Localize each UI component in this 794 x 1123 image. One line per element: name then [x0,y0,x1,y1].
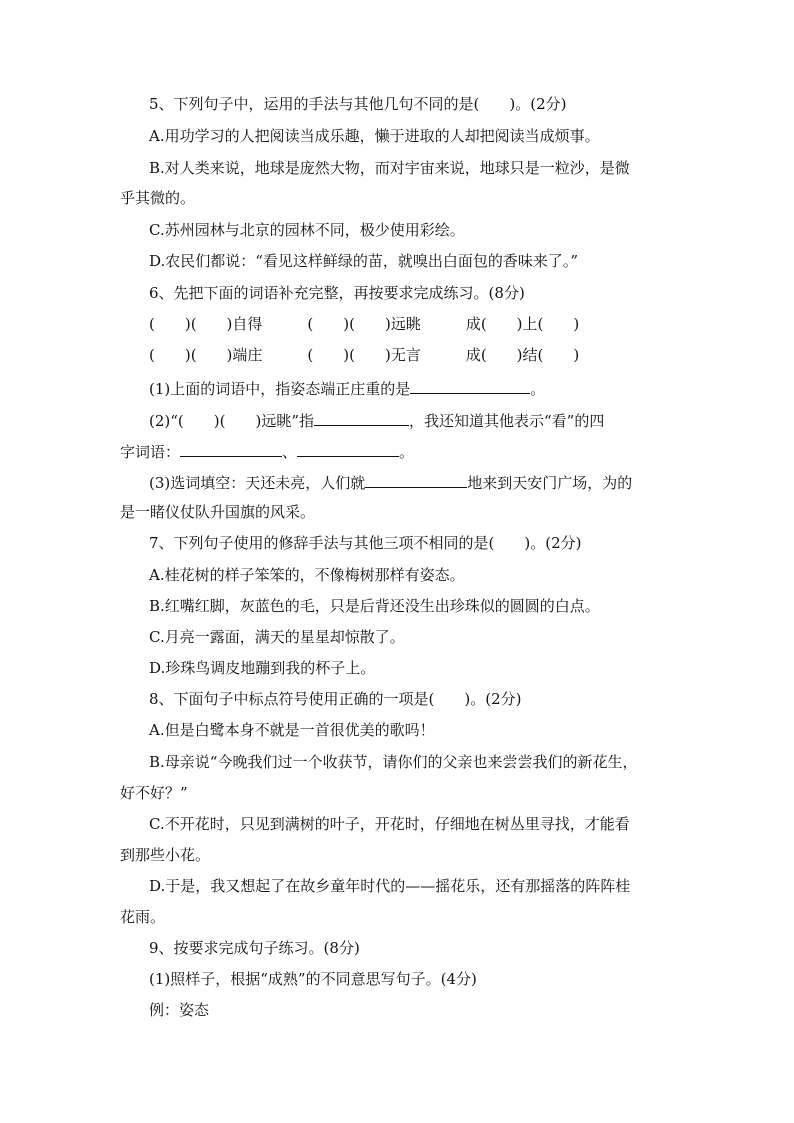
q5-option-b-line1: B.对人类来说，地球是庞然大物，而对宇宙来说，地球只是一粒沙，是微 [149,159,630,177]
q5-stem: 5、下列句子中，运用的手法与其他几句不同的是( )。(2分) [149,95,567,113]
q5-option-c: C.苏州园林与北京的园林不同，极少使用彩绘。 [149,221,465,239]
q6-word-row-2: ( )( )端庄 ( )( )无言 成( )结( ) [149,346,580,364]
q6-sub2-line2 [120,441,414,461]
q5-option-d: D.农民们都说：“看见这样鲜绿的苗，就嗅出白面包的香味来了。” [149,252,579,270]
q6-sub1-end: 。 [530,380,546,398]
answer-blank[interactable] [365,472,467,488]
q6-sub1 [149,378,545,398]
q6-stem: 6、先把下面的词语补充完整，再按要求完成练习。(8分) [149,284,525,302]
q6-sub2-line2-text: 字词语： [120,443,181,461]
q8-option-a: A.但是白鹭本身不就是一首很优美的歌吗！ [149,721,435,739]
q6-sub3-tail: 地来到天安门广场，为的 [467,474,633,492]
q8-option-c-line2: 到那些小花。 [120,846,211,864]
answer-blank[interactable] [410,378,530,394]
q6-sub2-line2-sep: 、 [282,443,298,461]
q7-option-b: B.红嘴红脚，灰蓝色的毛，只是后背还没生出珍珠似的圆圆的白点。 [149,597,600,615]
q6-sub2 [149,410,604,430]
answer-blank[interactable] [314,410,409,426]
q8-option-d-line1: D.于是，我又想起了在故乡童年时代的——摇花乐，还有那摇落的阵阵桂 [149,877,631,895]
q6-sub3-text: (3)选词填空：天还未亮，人们就 [149,474,366,492]
q6-sub3 [149,472,632,492]
q6-sub3-line2: 是一睹仪仗队升国旗的风采。 [120,503,316,521]
q5-option-b-line2: 乎其微的。 [120,189,196,207]
q8-stem: 8、下面句子中标点符号使用正确的一项是( )。(2分) [149,690,522,708]
q9-example: 例：姿态 [149,1001,210,1019]
q6-sub1-text: (1)上面的词语中，指姿态端正庄重的是 [149,380,411,398]
q8-option-d-line2: 花雨。 [120,908,166,926]
q5-option-a: A.用功学习的人把阅读当成乐趣，懒于进取的人却把阅读当成烦事。 [149,127,600,145]
q6-word-row-1: ( )( )自得 ( )( )远眺 成( )上( ) [149,315,580,333]
answer-blank[interactable] [180,441,282,457]
answer-blank[interactable] [297,441,399,457]
q7-stem: 7、下列句子使用的修辞手法与其他三项不相同的是( )。(2分) [149,534,582,552]
q8-option-c-line1: C.不开花时，只见到满树的叶子，开花时，仔细地在树丛里寻找，才能看 [149,815,630,833]
q7-option-a: A.桂花树的样子笨笨的，不像梅树那样有姿态。 [149,566,465,584]
q7-option-c: C.月亮一露面，满天的星星却惊散了。 [149,628,405,646]
q8-option-b-line1: B.母亲说“今晚我们过一个收获节，请你们的父亲也来尝尝我们的新花生， [149,753,638,771]
q6-sub2-tail: ，我还知道其他表示“看”的四 [409,412,605,430]
q8-option-b-line2: 好不好？” [120,784,188,802]
q9-stem: 9、按要求完成句子练习。(8分) [149,939,360,957]
q6-sub2-text: (2)“( )( )远眺”指 [149,412,314,430]
q7-option-d: D.珍珠鸟调皮地蹦到我的杯子上。 [149,659,376,677]
q6-sub2-line2-end: 。 [399,443,415,461]
q9-sub1: (1)照样子，根据“成熟”的不同意思写句子。(4分) [149,970,477,988]
